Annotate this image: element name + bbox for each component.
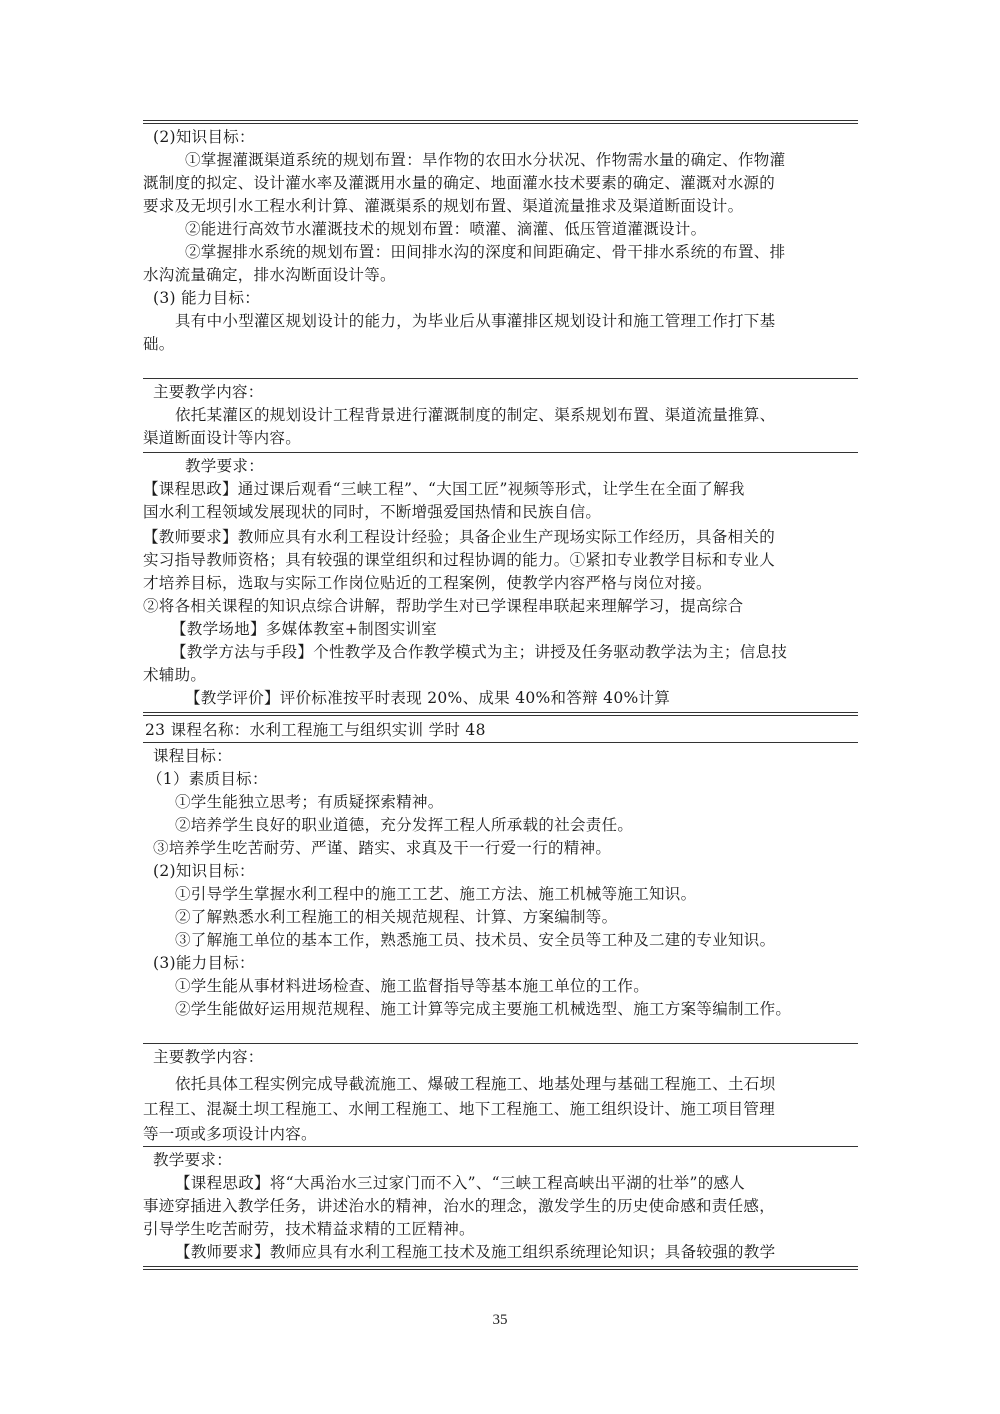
content-line-1: 依托某灌区的规划设计工程背景进行灌溉制度的制定、渠系规划布置、渠道流量推算、 [175,406,776,424]
course-goals [143,745,858,1021]
course-content-line-3: 等一项或多项设计内容。 [143,1125,317,1143]
quality-title: （1）素质目标： [147,770,268,788]
course-content-title: 主要教学内容： [153,1048,264,1066]
course-requirements [143,1149,858,1264]
evaluation-line: 【教学评价】评价标准按平时表现 20%、成果 40%和答辩 40%计算 [185,689,671,707]
quality-item-3: ③培养学生吃苦耐劳、严谨、踏实、求真及干一行爱一行的精神。 [153,839,612,857]
page-number: 35 [492,1312,508,1328]
knowledge-goals-section [143,126,858,356]
course-content [143,1046,858,1146]
document-page [143,120,858,1270]
course-23-section [143,719,858,742]
method-line-1: 【教学方法与手段】个性教学及合作教学模式为主；讲授及任务驱动教学法为主；信息技 [171,643,788,661]
ability-item-2-1: ①学生能从事材料进场检查、施工监督指导等基本施工单位的工作。 [175,977,650,995]
divider [143,1043,858,1044]
course-content-line-1: 依托具体工程实例完成导截流施工、爆破工程施工、地基处理与基础工程施工、土石坝 [175,1075,776,1093]
course-req-title: 教学要求： [153,1151,233,1169]
ideology-line-2: 国水利工程领域发展现状的同时，不断增强爱国热情和民族自信。 [143,503,602,521]
content-title: 主要教学内容： [153,383,264,401]
knowledge-item-1-line-1: ①掌握灌溉渠道系统的规划布置：旱作物的农田水分状况、作物需水量的确定、作物灌 [185,151,786,169]
ability-item-2-2: ②学生能做好运用规范规程、施工计算等完成主要施工机械选型、施工方案等编制工作。 [175,1000,792,1018]
divider [143,452,858,453]
knowledge-item-2-1: ①引导学生掌握水利工程中的施工工艺、施工方法、施工机械等施工知识。 [175,885,697,903]
divider [143,378,858,379]
knowledge-title: (2)知识目标： [153,128,255,146]
teacher-line-4: ②将各相关课程的知识点综合讲解，帮助学生对已学课程串联起来理解学习，提高综合 [143,597,744,615]
divider [143,1146,858,1147]
knowledge-item-2-3: ③了解施工单位的基本工作，熟悉施工员、技术员、安全员等工种及二建的专业知识。 [175,931,776,949]
quality-item-1: ①学生能独立思考；有质疑探索精神。 [175,793,444,811]
course-content-line-2: 工程工、混凝土坝工程施工、水闸工程施工、地下工程施工、施工组织设计、施工项目管理 [143,1100,776,1118]
goal-title: 课程目标： [153,747,233,765]
content-line-2: 渠道断面设计等内容。 [143,429,302,447]
knowledge-title-2: (2)知识目标： [153,862,255,880]
venue-line: 【教学场地】多媒体教室+制图实训室 [171,620,438,638]
teacher-line-1: 【教师要求】教师应具有水利工程设计经验；具备企业生产现场实际工作经历，具备相关的 [143,528,776,546]
ability-line-1: 具有中小型灌区规划设计的能力，为毕业后从事灌排区规划设计和施工管理工作打下基 [175,312,776,330]
ability-title: (3) 能力目标： [153,289,261,307]
ability-title-2: (3)能力目标： [153,954,255,972]
bottom-rule [143,1266,858,1270]
course-ideology-line-1: 【课程思政】将“大禹治水三过家门而不入”、“三峡工程高峡出平湖的壮举”的感人 [175,1174,746,1192]
requirements-section [143,455,858,710]
top-rule [143,120,858,124]
method-line-2: 术辅助。 [143,666,207,684]
knowledge-item-3-line-1: ②掌握排水系统的规划布置：田间排水沟的深度和间距确定、骨干排水系统的布置、排 [185,243,786,261]
section-double-rule [143,712,858,716]
course-header: 23 课程名称：水利工程施工与组织实训 学时 48 [145,721,486,739]
course-ideology-line-2: 事迹穿插进入教学任务，讲述治水的精神，治水的理念，激发学生的历史使命感和责任感， [143,1197,776,1215]
course-ideology-line-3: 引导学生吃苦耐劳，技术精益求精的工匠精神。 [143,1220,475,1238]
requirements-title: 教学要求： [185,457,265,475]
knowledge-item-3-line-2: 水沟流量确定，排水沟断面设计等。 [143,266,396,284]
quality-item-2: ②培养学生良好的职业道德，充分发挥工程人所承载的社会责任。 [175,816,634,834]
content-section [143,381,858,450]
knowledge-item-2-2: ②了解熟悉水利工程施工的相关规范规程、计算、方案编制等。 [175,908,618,926]
teacher-line-3: 才培养目标，选取与实际工作岗位贴近的工程案例，使教学内容严格与岗位对接。 [143,574,712,592]
knowledge-item-1-line-3: 要求及无坝引水工程水利计算、灌溉渠系的规划布置、渠道流量推求及渠道断面设计。 [143,197,744,215]
course-teacher-line-1: 【教师要求】教师应具有水利工程施工技术及施工组织系统理论知识；具备较强的教学 [175,1243,776,1261]
knowledge-item-1-line-2: 溉制度的拟定、设计灌水率及灌溉用水量的确定、地面灌水技术要素的确定、灌溉对水源的 [143,174,776,192]
ability-line-2: 础。 [143,335,175,353]
teacher-line-2: 实习指导教师资格；具有较强的课堂组织和过程协调的能力。①紧扣专业教学目标和专业人 [143,551,776,569]
ideology-line-1: 【课程思政】通过课后观看“三峡工程”、“大国工匠”视频等形式，让学生在全面了解我 [143,480,745,498]
divider [143,742,858,743]
knowledge-item-2: ②能进行高效节水灌溉技术的规划布置：喷灌、滴灌、低压管道灌溉设计。 [185,220,707,238]
